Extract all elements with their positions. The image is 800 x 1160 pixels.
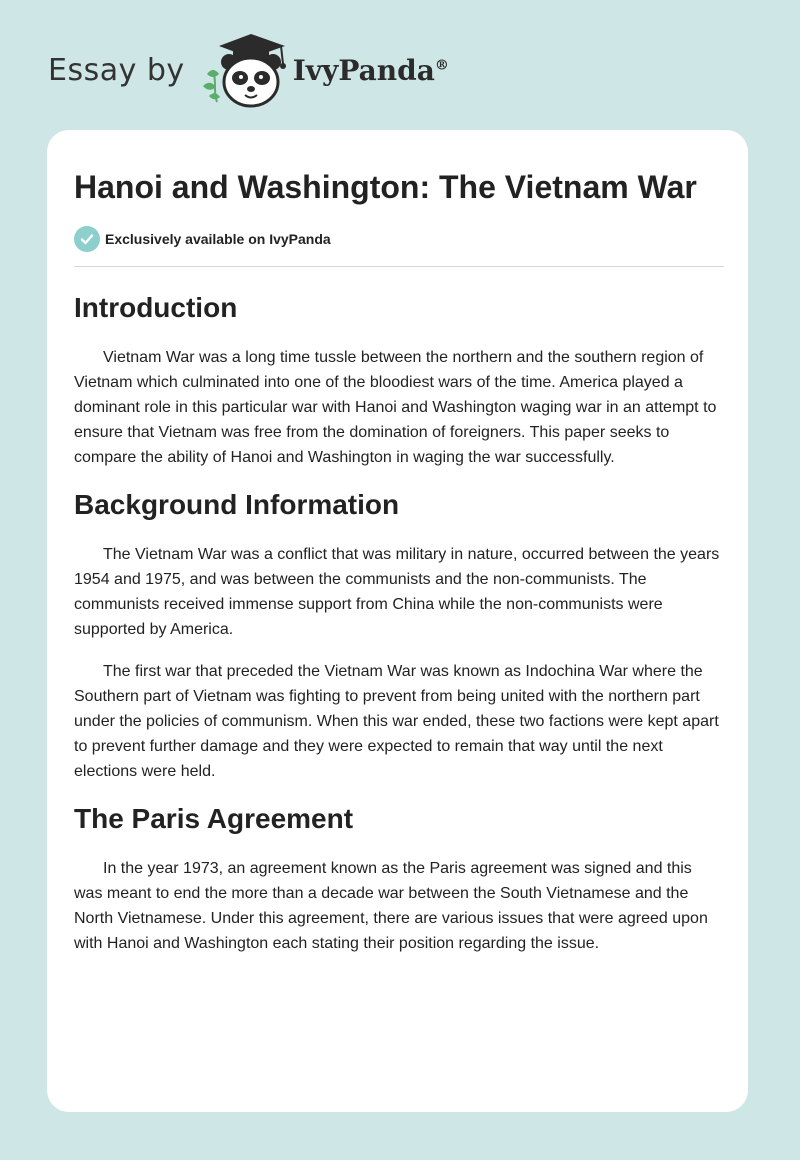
article-content (74, 130, 724, 956)
section-heading-paris-agreement: The Paris Agreement (74, 803, 354, 834)
paragraph: The Vietnam War was a conflict that was military in nature, occurred between the years 1954 and 1975, and was between the communists and the non-communists. The communists received immense support from China while the non-communists were supported by America. (74, 546, 720, 638)
check-icon (74, 226, 100, 252)
page-title: Hanoi and Washington: The Vietnam War (74, 169, 697, 205)
paragraph: In the year 1973, an agreement known as the Paris agreement was signed and this was meant to end the more than a decade war between the South Vietnamese and the North Vietnamese. Under this agreement, there are various issues that were agreed upon with Hanoi and Washington each stating their position regarding the issue. (74, 860, 708, 952)
paragraph: Vietnam War was a long time tussle between the northern and the southern region of Vietnam which culminated into one of the bloodiest wars of the time. America played a dominant role in this particular war with Hanoi and Washington waging war in an attempt to ensure that Vietnam was free from the domination of foreigners. This paper seeks to compare the ability of Hanoi and Washington in waging the war successfully. (74, 349, 717, 466)
divider (74, 266, 724, 267)
paragraph: The first war that preceded the Vietnam War was known as Indochina War where the Southern part of Vietnam was fighting to prevent from being united with the northern part under the policies of communism. When this war ended, these two factions were kept apart to prevent further damage and they were expected to remain that way until the next elections were held. (74, 663, 719, 780)
section-heading-background: Background Information (74, 489, 400, 520)
section-heading-introduction: Introduction (74, 292, 238, 323)
article-card (47, 130, 748, 1112)
site-header (48, 30, 449, 110)
exclusive-badge-label: Exclusively available on IvyPanda (105, 231, 331, 247)
exclusive-badge (74, 225, 724, 253)
brand-name[interactable]: IvyPanda® (292, 53, 449, 87)
panda-logo-icon[interactable] (199, 30, 291, 110)
essay-by-label: Essay by (48, 52, 185, 88)
